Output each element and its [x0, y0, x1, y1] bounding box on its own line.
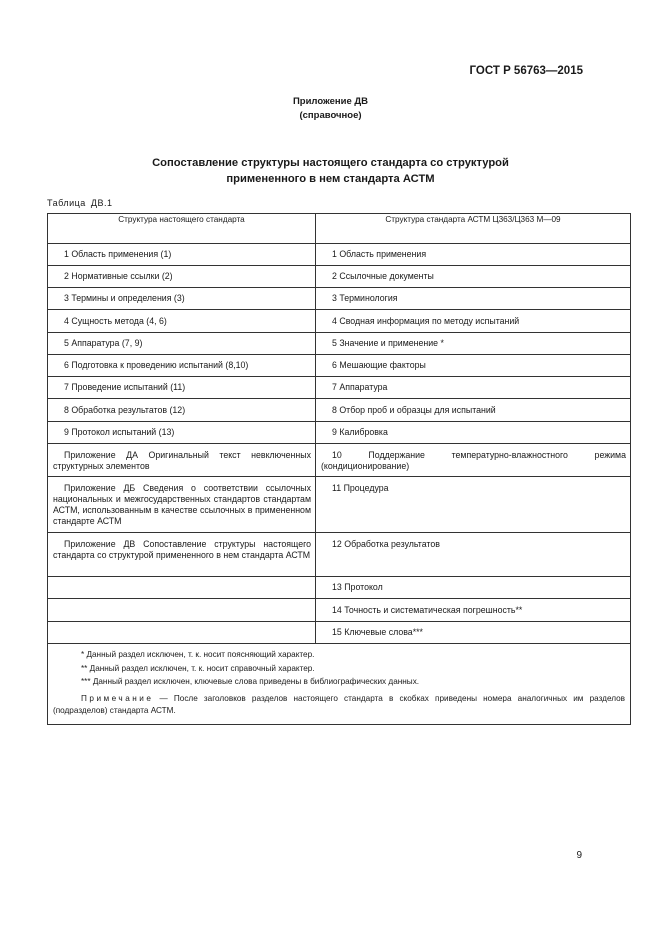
table-row [48, 333, 631, 355]
table-row [48, 244, 631, 266]
table-label-number: ДВ.1 [90, 198, 113, 208]
appendix-heading [0, 95, 661, 123]
table-cell-right: 11 Процедура [316, 477, 631, 533]
table-footnotes [48, 644, 631, 725]
structure-comparison-table [47, 213, 631, 725]
footnote-3: *** Данный раздел исключен, ключевые слова приведены в библиографических данных. [81, 677, 420, 686]
title-line-2: примененного в нем стандарта АСТМ [226, 173, 435, 185]
table-row [48, 599, 631, 622]
table-footer-row [48, 644, 631, 725]
table-cell-right: 15 Ключевые слова*** [316, 622, 631, 644]
table-cell-left: 3 Термины и определения (3) [48, 288, 316, 310]
table-note [53, 693, 625, 718]
table-cell-right: 6 Мешающие факторы [316, 355, 631, 377]
table-cell-left: 7 Проведение испытаний (11) [48, 377, 316, 399]
table-row [48, 266, 631, 288]
page-number: 9 [576, 850, 582, 861]
table-cell-right: 13 Протокол [316, 577, 631, 599]
table-cell-left: 6 Подготовка к проведению испытаний (8,10) [48, 355, 316, 377]
table-row [48, 310, 631, 333]
table-label-word: Таблица [47, 198, 86, 208]
note-label: Примечание [81, 693, 154, 703]
table-row [48, 444, 631, 477]
appendix-kind: (справочное) [299, 110, 362, 121]
table-row [48, 477, 631, 533]
table-row [48, 622, 631, 644]
table-cell-right: 5 Значение и применение * [316, 333, 631, 355]
table-cell-left: 5 Аппаратура (7, 9) [48, 333, 316, 355]
footnote-1: * Данный раздел исключен, т. к. носит поясняющий характер. [81, 650, 315, 659]
table-cell-right: 2 Ссылочные документы [316, 266, 631, 288]
table-cell-right: 14 Точность и систематическая погрешность** [316, 599, 631, 622]
table-cell-right: 9 Калибровка [316, 422, 631, 444]
table-header-row [48, 214, 631, 244]
table-cell-right: 8 Отбор проб и образцы для испытаний [316, 399, 631, 422]
table-cell-right: 3 Терминология [316, 288, 631, 310]
header-this-standard: Структура настоящего стандарта [48, 214, 316, 244]
table-row [48, 399, 631, 422]
table-cell-left [48, 622, 316, 644]
table-cell-left [48, 599, 316, 622]
table-cell-left: 8 Обработка результатов (12) [48, 399, 316, 422]
table-cell-left [48, 577, 316, 599]
table-row [48, 288, 631, 310]
title-line-1: Сопоставление структуры настоящего стандарта со структурой [152, 157, 509, 169]
table-cell-left: 9 Протокол испытаний (13) [48, 422, 316, 444]
appendix-name: Приложение ДВ [292, 96, 369, 107]
appendix-title [0, 155, 661, 187]
table-cell-right: 12 Обработка результатов [316, 533, 631, 577]
header-astm-standard: Структура стандарта АСТМ Ц363/Ц363 М—09 [316, 214, 631, 244]
table-cell-right: 4 Сводная информация по методу испытаний [316, 310, 631, 333]
table-cell-right: 1 Область применения [316, 244, 631, 266]
table-cell-left: Приложение ДБ Сведения о соответствии ссылочных национальных и межгосударственных стандартов стандартам АСТМ, использованным в качестве ссылочных в примененном стандарте АСТМ [48, 477, 316, 533]
table-row [48, 577, 631, 599]
footnote-2: ** Данный раздел исключен, т. к. носит справочный характер. [81, 663, 315, 673]
table-cell-left: 2 Нормативные ссылки (2) [48, 266, 316, 288]
table-row [48, 422, 631, 444]
table-row [48, 377, 631, 399]
table-cell-left: Приложение ДВ Сопоставление структуры настоящего стандарта со структурой примененного в нем стандарта АСТМ [48, 533, 316, 577]
table-cell-left: 1 Область применения (1) [48, 244, 316, 266]
table-row [48, 355, 631, 377]
note-text: — После заголовков разделов настоящего стандарта в скобках приведены номера аналогичных им разделов (подразделов) стандарта АСТМ. [53, 693, 625, 715]
table-cell-right: 7 Аппаратура [316, 377, 631, 399]
standard-designation: ГОСТ Р 56763—2015 [469, 65, 583, 77]
table-row [48, 533, 631, 577]
table-label [47, 198, 113, 208]
table-cell-right: 10 Поддержание температурно-влажностного режима (кондиционирование) [316, 444, 631, 477]
table-cell-left: Приложение ДА Оригинальный текст невключенных структурных элементов [48, 444, 316, 477]
table-cell-left: 4 Сущность метода (4, 6) [48, 310, 316, 333]
